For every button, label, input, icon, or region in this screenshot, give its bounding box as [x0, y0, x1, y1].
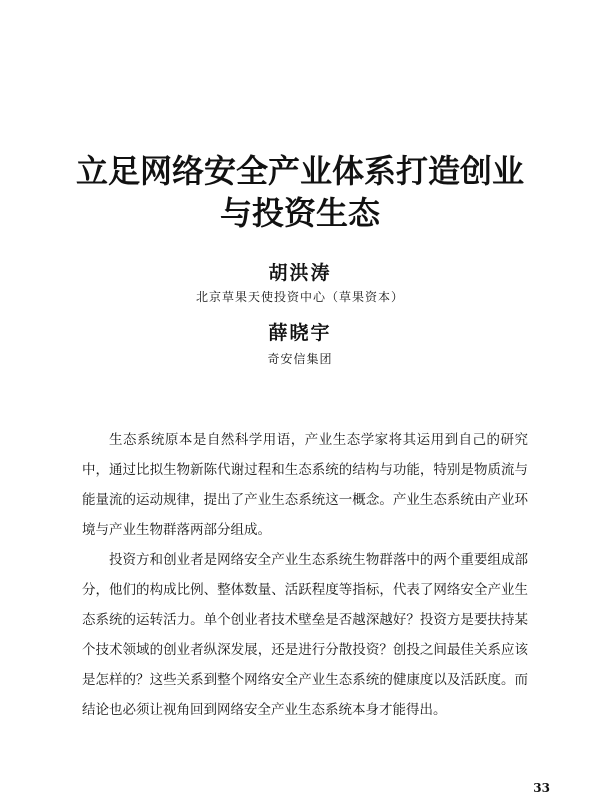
body-paragraph-1: 生态系统原本是自然科学用语，产业生态学家将其运用到自己的研究中，通过比拟生物新陈代谢过程和生态系统的结构与功能，特别是物质流与能量流的运动规律，提出了产业生态系统这一概念。产业生态系统由产业环境与产业生物群落两部分组成。: [82, 432, 528, 538]
body-paragraph-2: 投资方和创业者是网络安全产业生态系统生物群落中的两个重要组成部分，他们的构成比例、整体数量、活跃程度等指标，代表了网络安全产业生态系统的运转活力。单个创业者技术壁垒是否越深越好？投资方是要扶持某个技术领域的创业者纵深发展，还是进行分散投资？创投之间最佳关系应该是怎样的？这些关系到整个网络安全产业生态系统的健康度以及活跃度。而结论也必须让视角回到网络安全产业生态系统本身才能得出。: [82, 552, 528, 718]
author-affiliation-1: 北京草果天使投资中心（草果资本）: [195, 290, 404, 304]
page-number: 33: [533, 781, 550, 795]
article-title: [0, 150, 600, 234]
article-body: [82, 425, 528, 725]
author-affiliation-2: 奇安信集团: [267, 352, 333, 366]
author-name-1: 胡洪涛: [268, 262, 332, 284]
article-title-line-2: 与投资生态: [219, 194, 380, 232]
article-title-line-1: 立足网络安全产业体系打造创业: [75, 152, 524, 190]
author-name-2: 薛晓宇: [268, 322, 332, 344]
